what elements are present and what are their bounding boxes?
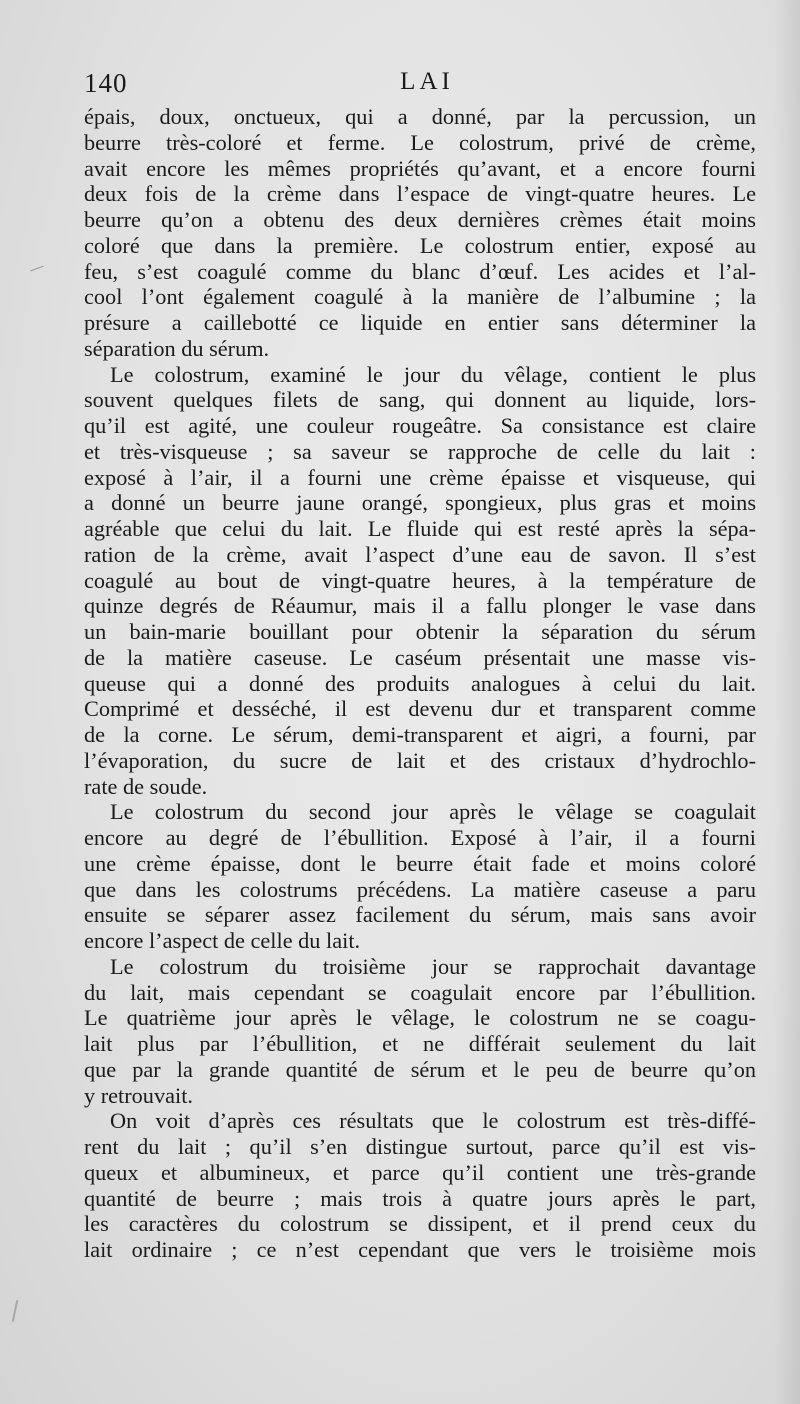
text-line: encore au degré de l’ébullition. Exposé à l’air, il a fourni (84, 825, 756, 850)
text-line: a donné un beurre jaune orangé, spongieux, plus gras et moins (84, 490, 756, 516)
text-line: séparation du sérum. (84, 335, 270, 361)
text-line: du lait, mais cependant se coagulait encore par l’ébullition. (84, 979, 756, 1005)
text-line: queuse qui a donné des produits analogues à celui du lait. (84, 670, 756, 696)
text-line: ensuite se séparer assez facilement du sérum, mais sans avoir (84, 902, 756, 928)
text-line: l’évaporation, du sucre de lait et des cristaux d’hydrochlo- (84, 747, 756, 773)
text-line: de la corne. Le sérum, demi-transparent et aigri, a fourni, par (84, 722, 756, 747)
margin-pencil-mark (30, 266, 43, 272)
text-line: souvent quelques filets de sang, qui donnent au liquide, lors- (84, 387, 756, 413)
text-line: quantité de beurre ; mais trois à quatre jours après le part, (84, 1185, 756, 1211)
page-number: 140 (84, 68, 128, 98)
margin-stain-mark (12, 1300, 19, 1322)
text-line: rent du lait ; qu’il s’en distingue surtout, parce qu’il est vis- (84, 1134, 756, 1159)
text-line: Le colostrum du troisième jour se rapprochait davantage (110, 953, 756, 979)
text-line: On voit d’après ces résultats que le colostrum est très-diffé- (110, 1108, 756, 1134)
text-line: deux fois de la crème dans l’espace de vingt-quatre heures. Le (84, 181, 756, 207)
text-line: coloré que dans la première. Le colostrum entier, exposé au (84, 232, 756, 258)
text-line: que par la grande quantité de sérum et le peu de beurre qu’on (84, 1056, 756, 1082)
text-line: feu, s’est coagulé comme du blanc d’œuf. Les acides et l’al- (84, 258, 756, 284)
text-line: un bain-marie bouillant pour obtenir la séparation du sérum (84, 619, 756, 644)
text-line: rate de soude. (84, 773, 208, 799)
text-line: encore l’aspect de celle du lait. (84, 928, 361, 953)
text-line: qu’il est agité, une couleur rougeâtre. Sa consistance est claire (84, 413, 756, 438)
text-line: ration de la crème, avait l’aspect d’une eau de savon. Il s’est (84, 541, 756, 567)
text-line: beurre très-coloré et ferme. Le colostrum, privé de crème, (84, 129, 756, 155)
running-head: LAI (400, 68, 454, 95)
text-line: agréable que celui du lait. Le fluide qui est resté après la sépa- (84, 516, 756, 541)
body-text (84, 104, 756, 1263)
text-line: coagulé au bout de vingt-quatre heures, à la température de (84, 567, 756, 593)
text-line: de la matière caseuse. Le caséum présentait une masse vis- (84, 644, 756, 670)
text-line: Le colostrum, examiné le jour du vêlage, contient le plus (110, 361, 756, 387)
text-line: quinze degrés de Réaumur, mais il a fallu plonger le vase dans (84, 593, 756, 619)
text-line: lait plus par l’ébullition, et ne différait seulement du lait (84, 1031, 756, 1056)
text-line: présure a caillebotté ce liquide en entier sans déterminer la (84, 310, 756, 335)
text-line: y retrouvait. (84, 1082, 193, 1108)
text-line: lait ordinaire ; ce n’est cependant que vers le troisième mois (84, 1237, 756, 1262)
page-edge-shadow (774, 0, 800, 1404)
text-line: Comprimé et desséché, il est devenu dur et transparent comme (84, 696, 756, 722)
page-header (84, 68, 756, 104)
text-line: que dans les colostrums précédens. La matière caseuse a paru (84, 876, 756, 902)
text-line: Le colostrum du second jour après le vêlage se coagulait (110, 799, 756, 825)
text-line: une crème épaisse, dont le beurre était fade et moins coloré (84, 850, 756, 876)
text-line: épais, doux, onctueux, qui a donné, par la percussion, un (84, 104, 756, 129)
text-line: queux et albumineux, et parce qu’il contient une très-grande (84, 1159, 756, 1185)
text-line: Le quatrième jour après le vêlage, le colostrum ne se coagu- (84, 1005, 756, 1031)
text-line: exposé à l’air, il a fourni une crème épaisse et visqueuse, qui (84, 464, 756, 490)
text-line: et très-visqueuse ; sa saveur se rapproche de celle du lait : (84, 438, 756, 464)
text-line: cool l’ont également coagulé à la manière de l’albumine ; la (84, 284, 756, 310)
text-line: les caractères du colostrum se dissipent, et il prend ceux du (84, 1211, 756, 1237)
text-line: avait encore les mêmes propriétés qu’avant, et a encore fourni (84, 155, 756, 181)
text-line: beurre qu’on a obtenu des deux dernières crèmes était moins (84, 207, 756, 232)
